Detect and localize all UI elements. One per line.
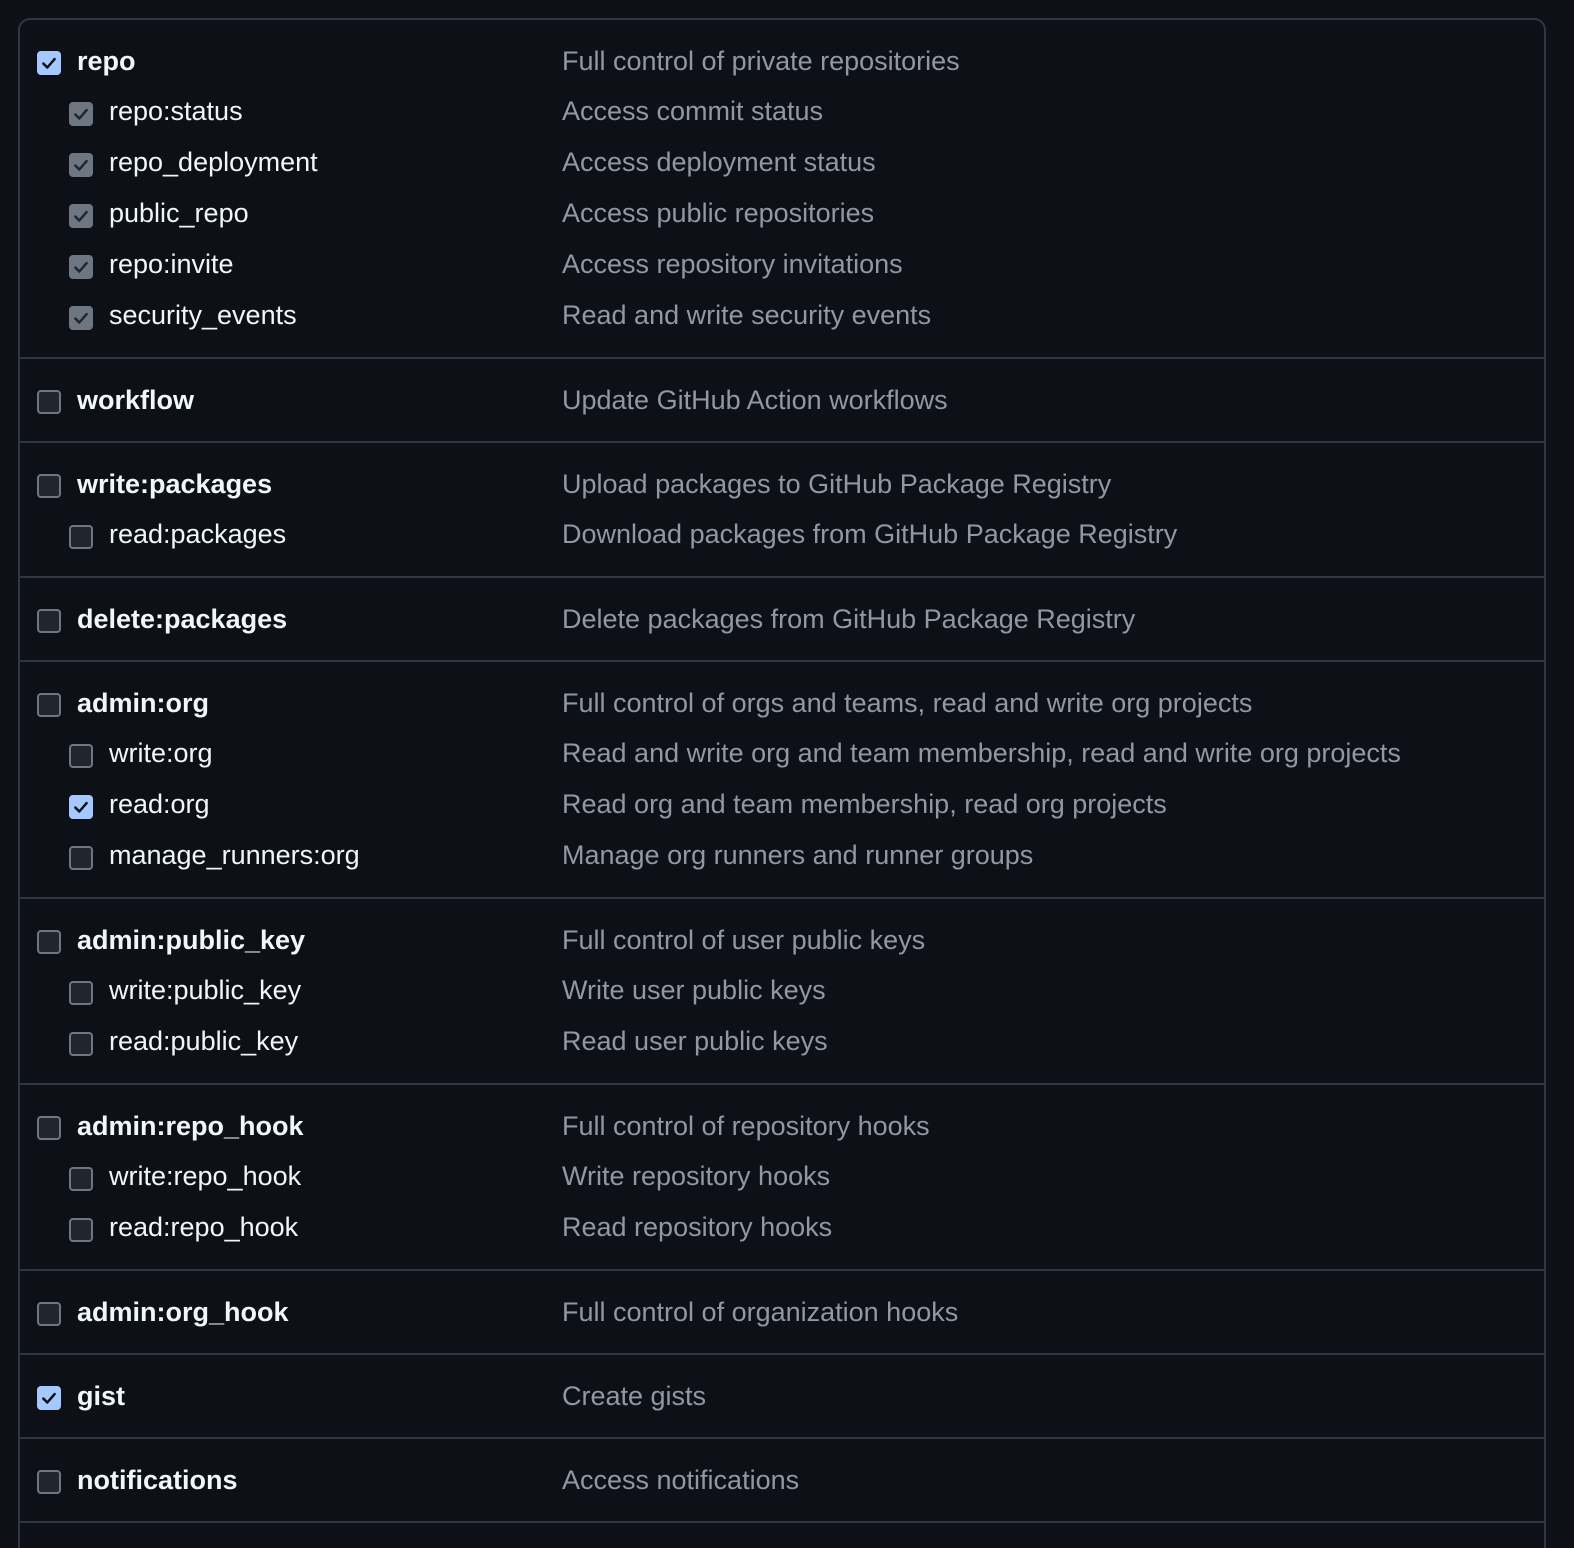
scope-row-repo-invite	[20, 239, 1544, 290]
scope-row-repo-status	[20, 86, 1544, 137]
scope-group-repo	[20, 20, 1544, 359]
scope-checkbox-public-repo[interactable]	[69, 204, 93, 228]
scope-checkbox-admin-org[interactable]	[37, 693, 61, 717]
scope-row-workflow	[20, 375, 1544, 425]
scope-checkbox-read-org[interactable]	[69, 795, 93, 819]
scope-row-read-org	[20, 779, 1544, 830]
scope-group-gist	[20, 1355, 1544, 1439]
scope-name[interactable]: read:org	[109, 789, 210, 819]
scope-name[interactable]: repo_deployment	[109, 147, 318, 177]
scope-name[interactable]: security_events	[109, 300, 297, 330]
scope-checkbox-write-packages[interactable]	[37, 474, 61, 498]
scope-name[interactable]: gist	[77, 1380, 126, 1411]
scope-row-write-public-key	[20, 965, 1544, 1016]
scope-description: Write user public keys	[562, 975, 826, 1005]
scope-checkbox-admin-repo-hook[interactable]	[37, 1116, 61, 1140]
scope-name[interactable]: write:packages	[77, 468, 273, 499]
scope-description: Access repository invitations	[562, 249, 903, 279]
scope-description: Write repository hooks	[562, 1161, 831, 1191]
scope-name[interactable]: admin:org_hook	[77, 1296, 289, 1327]
scope-name[interactable]: admin:repo_hook	[77, 1110, 304, 1141]
scope-group-admin-public-key	[20, 899, 1544, 1085]
scope-name[interactable]: repo	[77, 45, 136, 76]
scope-checkbox-gist[interactable]	[37, 1386, 61, 1410]
scope-row-delete-packages	[20, 594, 1544, 644]
scope-row-admin-org-hook	[20, 1287, 1544, 1337]
scope-row-gist	[20, 1371, 1544, 1421]
scope-description: Delete packages from GitHub Package Registry	[562, 603, 1136, 634]
scope-name[interactable]: admin:public_key	[77, 924, 306, 955]
scope-row-admin-public-key	[20, 915, 1544, 965]
scope-row-repo	[20, 36, 1544, 86]
scope-checkbox-read-packages[interactable]	[69, 525, 93, 549]
scope-description: Download packages from GitHub Package Registry	[562, 519, 1178, 549]
scope-name[interactable]: read:public_key	[109, 1026, 299, 1056]
scope-row-write-org	[20, 728, 1544, 779]
scope-row-read-repo-hook	[20, 1202, 1544, 1253]
scope-checkbox-notifications[interactable]	[37, 1470, 61, 1494]
scope-description: Upload packages to GitHub Package Registry	[562, 468, 1112, 499]
scope-checkbox-read-repo-hook[interactable]	[69, 1218, 93, 1242]
scope-description: Read org and team membership, read org projects	[562, 789, 1167, 819]
scope-checkbox-security-events[interactable]	[69, 306, 93, 330]
scope-description: Full control of repository hooks	[562, 1110, 930, 1141]
scope-checkbox-admin-org-hook[interactable]	[37, 1302, 61, 1326]
scope-description: Read repository hooks	[562, 1212, 833, 1242]
scope-group-admin-org-hook	[20, 1271, 1544, 1355]
scope-row-public-repo	[20, 188, 1544, 239]
scope-row-admin-repo-hook	[20, 1101, 1544, 1151]
scope-checkbox-repo-status[interactable]	[69, 102, 93, 126]
scope-checkbox-write-org[interactable]	[69, 744, 93, 768]
scope-description: Full control of organization hooks	[562, 1296, 959, 1327]
scope-checkbox-repo-deployment[interactable]	[69, 153, 93, 177]
scope-name[interactable]: write:public_key	[109, 975, 302, 1005]
scope-description: Manage org runners and runner groups	[562, 840, 1034, 870]
scope-name[interactable]: workflow	[77, 384, 195, 415]
scope-row-security-events	[20, 290, 1544, 341]
scope-row-write-repo-hook	[20, 1151, 1544, 1202]
scope-description: Update GitHub Action workflows	[562, 384, 948, 415]
scope-description: Create gists	[562, 1380, 707, 1411]
scope-row-admin-org	[20, 678, 1544, 728]
scope-name[interactable]: manage_runners:org	[109, 840, 360, 870]
scope-group-delete-packages	[20, 578, 1544, 662]
scope-checkbox-write-public-key[interactable]	[69, 981, 93, 1005]
scope-description: Read and write org and team membership, read and write org projects	[562, 738, 1401, 768]
scope-row-notifications	[20, 1455, 1544, 1505]
scope-checkbox-repo-invite[interactable]	[69, 255, 93, 279]
scope-group-workflow	[20, 359, 1544, 443]
scope-name[interactable]: write:org	[109, 738, 213, 768]
check-icon	[40, 1389, 58, 1407]
scope-checkbox-write-repo-hook[interactable]	[69, 1167, 93, 1191]
check-icon	[72, 258, 90, 276]
scope-row-manage-runners-org	[20, 830, 1544, 881]
scope-name[interactable]: write:repo_hook	[109, 1161, 302, 1191]
scope-row-read-public-key	[20, 1016, 1544, 1067]
check-icon	[72, 207, 90, 225]
scope-name[interactable]: public_repo	[109, 198, 249, 228]
scope-description: Read and write security events	[562, 300, 932, 330]
check-icon	[72, 309, 90, 327]
scope-checkbox-repo[interactable]	[37, 51, 61, 75]
scope-name[interactable]: repo:status	[109, 96, 243, 126]
check-icon	[72, 798, 90, 816]
scope-description: Access notifications	[562, 1464, 800, 1495]
scope-row-read-packages	[20, 509, 1544, 560]
check-icon	[40, 54, 58, 72]
check-icon	[72, 105, 90, 123]
scopes-panel	[18, 18, 1546, 1548]
scope-name[interactable]: read:repo_hook	[109, 1212, 299, 1242]
scope-checkbox-delete-packages[interactable]	[37, 609, 61, 633]
scope-description: Full control of user public keys	[562, 924, 926, 955]
scope-name[interactable]: delete:packages	[77, 603, 288, 634]
scope-name[interactable]: read:packages	[109, 519, 287, 549]
scope-checkbox-read-public-key[interactable]	[69, 1032, 93, 1056]
check-icon	[72, 156, 90, 174]
scope-checkbox-admin-public-key[interactable]	[37, 930, 61, 954]
scope-description: Full control of private repositories	[562, 45, 960, 76]
scope-description: Full control of orgs and teams, read and write org projects	[562, 687, 1253, 718]
scope-name[interactable]: notifications	[77, 1464, 238, 1495]
scope-name[interactable]: repo:invite	[109, 249, 234, 279]
scope-description: Access deployment status	[562, 147, 876, 177]
scope-description: Access public repositories	[562, 198, 875, 228]
scope-description: Read user public keys	[562, 1026, 828, 1056]
scope-group-write-packages	[20, 443, 1544, 578]
scope-group-admin-org	[20, 662, 1544, 899]
scope-checkbox-workflow[interactable]	[37, 390, 61, 414]
scope-group-admin-repo-hook	[20, 1085, 1544, 1271]
scope-row-write-packages	[20, 459, 1544, 509]
scope-name[interactable]: admin:org	[77, 687, 209, 718]
scope-checkbox-manage-runners-org[interactable]	[69, 846, 93, 870]
scope-group-notifications	[20, 1439, 1544, 1523]
scope-row-repo-deployment	[20, 137, 1544, 188]
scope-description: Access commit status	[562, 96, 824, 126]
